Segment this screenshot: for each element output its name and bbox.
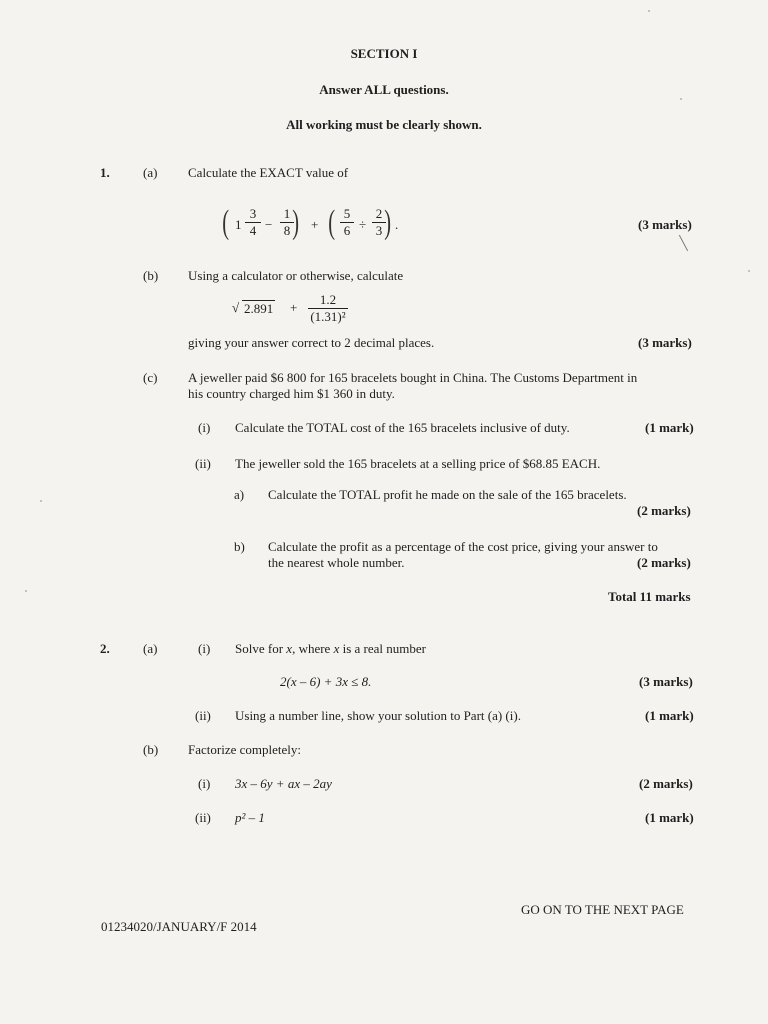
q1a-fraction-2: 1 8 [280,207,294,238]
q2bii-label: (ii) [195,810,211,825]
q1ci-text: Calculate the TOTAL cost of the 165 bracelets inclusive of duty. [235,420,570,435]
q1b-text2: giving your answer correct to 2 decimal places. [188,335,435,350]
q1a-divide: ÷ [359,217,367,232]
q1cii-a-marks: (2 marks) [637,503,691,518]
question-1-number: 1. [100,165,110,180]
q2aii-text: Using a number line, show your solution to Part (a) (i). [235,708,521,723]
q2a-label: (a) [143,641,158,656]
q1cii-b-marks: (2 marks) [637,555,691,570]
scan-speck [40,500,42,502]
sqrt-symbol: √ [232,300,240,315]
instruction-working: All working must be clearly shown. [286,117,482,132]
q1c-label: (c) [143,370,158,385]
q2bii-expression: p² – 1 [235,810,265,825]
q2aii-label: (ii) [195,708,211,723]
q1c-text-line2: his country charged him $1 360 in duty. [188,386,395,401]
scan-speck [748,270,750,272]
paper-code: 01234020/JANUARY/F 2014 [101,919,257,934]
scan-speck [648,10,650,12]
left-paren-2: ( [328,204,336,241]
pen-stroke [679,235,688,251]
q1a-text: Calculate the EXACT value of [188,165,349,180]
q1cii-b-label: b) [234,539,245,554]
q1a-fraction-4: 2 3 [372,207,386,238]
q2bi-expression: 3x – 6y + ax – 2ay [235,776,332,791]
left-paren-1: ( [222,204,230,241]
q1a-marks: (3 marks) [638,217,692,232]
q1-total-marks: Total 11 marks [608,589,691,604]
q1ci-label: (i) [198,420,211,435]
q2bi-label: (i) [198,776,211,791]
q1c-text-line1: A jeweller paid $6 800 for 165 bracelets bought in China. The Customs Department in [188,370,638,385]
q1b-fraction: 1.2 (1.31)² [308,293,348,324]
q1a-whole: 1 [235,217,242,232]
q2bii-marks: (1 mark) [645,810,694,825]
q1b-label: (b) [143,268,159,283]
q1cii-label: (ii) [195,456,211,471]
q1cii-a-label: a) [234,487,245,502]
q1a-fraction-1: 3 4 [245,207,261,238]
q2ai-text: Solve for x, where x is a real number [235,641,426,656]
instruction-answer-all: Answer ALL questions. [319,82,449,97]
q1cii-text: The jeweller sold the 165 bracelets at a selling price of $68.85 EACH. [235,456,601,471]
q2bi-marks: (2 marks) [639,776,693,791]
scan-speck [25,590,27,592]
q1cii-b-text-line1: Calculate the profit as a percentage of the cost price, giving your answer to [268,539,658,554]
right-paren-2: ) [384,204,392,241]
q1a-fraction-3: 5 6 [340,207,354,238]
q2ai-label: (i) [198,641,211,656]
q1cii-b-text-line2: the nearest whole number. [268,555,405,570]
go-on-next-page: GO ON TO THE NEXT PAGE [521,902,684,917]
sqrt-argument: 2.891 [244,301,274,316]
q1ci-marks: (1 mark) [645,420,694,435]
q1cii-a-text: Calculate the TOTAL profit he made on the sale of the 165 bracelets. [268,487,627,502]
q2b-label: (b) [143,742,159,757]
q1a-minus: − [265,217,273,232]
q1b-plus: + [290,300,298,315]
q1a-label: (a) [143,165,158,180]
q2b-text: Factorize completely: [188,742,301,757]
scan-speck [680,98,682,100]
q2aii-marks: (1 mark) [645,708,694,723]
question-2-number: 2. [100,641,110,656]
right-paren-1: ) [292,204,300,241]
section-title: SECTION I [350,46,418,61]
q2ai-expression: 2(x – 6) + 3x ≤ 8. [280,674,372,689]
q2ai-marks: (3 marks) [639,674,693,689]
q1b-text: Using a calculator or otherwise, calculate [188,268,404,283]
q1a-period: . [395,217,399,232]
q1a-plus: + [311,217,319,232]
q1b-marks: (3 marks) [638,335,692,350]
